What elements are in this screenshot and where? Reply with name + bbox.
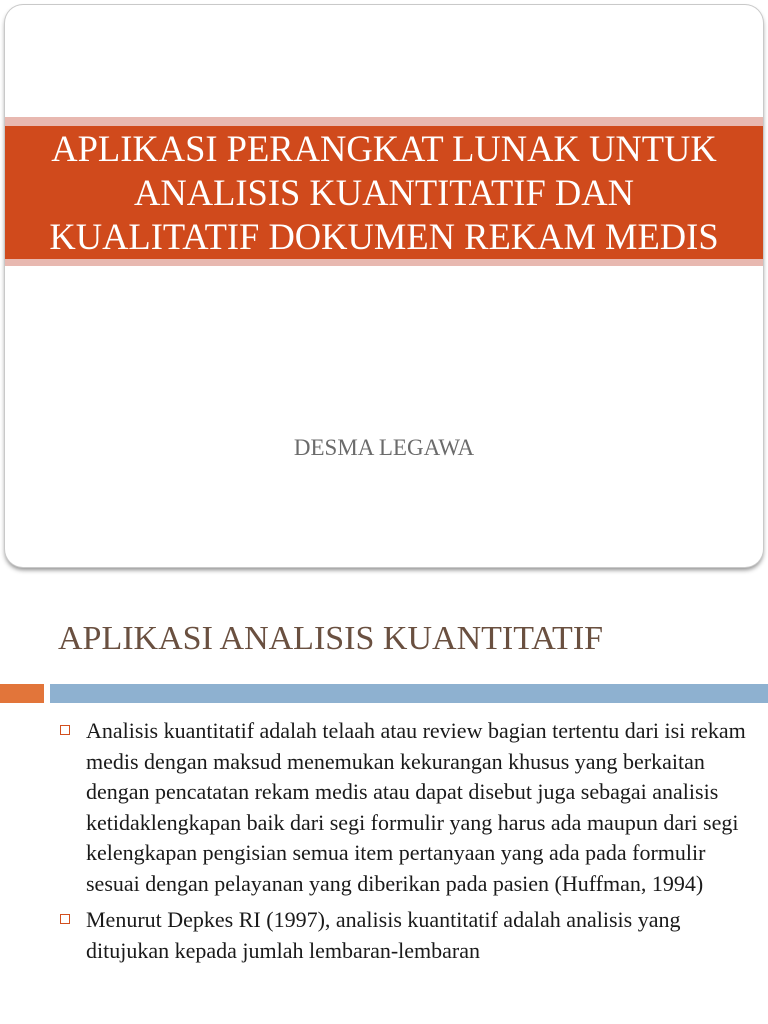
accent-bar-orange	[0, 684, 44, 703]
slide-title-line: APLIKASI PERANGKAT LUNAK UNTUK	[51, 127, 717, 169]
content-heading: APLIKASI ANALISIS KUANTITATIF	[58, 620, 604, 657]
slide-title-line: ANALISIS KUANTITATIF DAN	[134, 171, 634, 213]
bullet-list	[58, 716, 758, 972]
slide-title	[49, 127, 718, 259]
square-bullet-icon	[60, 725, 70, 735]
bullet-text: Analisis kuantitatif adalah telaah atau review bagian tertentu dari isi rekam medis dengan maksud menemukan kekurangan khusus yang berkaitan dengan pencatatan rekam medis atau dapat disebut juga sebagai analisis ketidaklengkapan baik dari segi formulir yang harus ada maupun dari segi kelengkapan pengisian semua item pertanyaan yang ada pada formulir sesuai dengan pelayanan yang diberikan pada pasien (Huffman, 1994)	[86, 718, 746, 896]
content-slide	[0, 590, 768, 1024]
bullet-item	[58, 905, 758, 966]
bullet-item	[58, 716, 758, 899]
title-band	[5, 126, 763, 259]
bullet-text: Menurut Depkes RI (1997), analisis kuantitatif adalah analisis yang ditujukan kepada jumlah lembaran-lembaran	[86, 907, 681, 963]
accent-bar-blue	[50, 684, 768, 703]
slide-title-line: KUALITATIF DOKUMEN REKAM MEDIS	[49, 215, 719, 257]
title-band-bottom-edge	[5, 259, 763, 266]
author-name: DESMA LEGAWA	[293, 435, 475, 460]
title-slide	[5, 5, 763, 567]
title-band-top-edge	[5, 117, 763, 126]
square-bullet-icon	[60, 914, 70, 924]
